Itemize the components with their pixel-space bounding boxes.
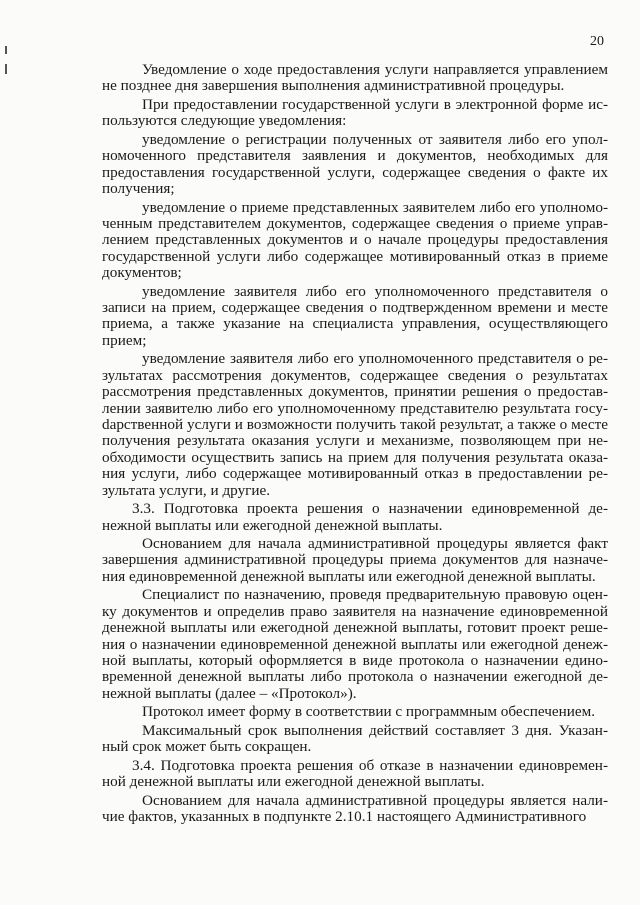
- paragraph-protocol-form: Протокол имеет форму в соответствии с программным обеспечением.: [142, 703, 596, 721]
- paragraph-electronic-notifications-intro: При предоставлении государственной услуги в электронной форме используются следующие уведомления:: [102, 95, 608, 130]
- margin-mark: [5, 46, 7, 54]
- paragraph-acceptance-notice: уведомление о приеме представленных заявителем либо его уполномоченным представителем документов, содержащее сведения о приеме управлением представленных документов и о начале процедуры предоставления государственной услуги либо содержащее мотивированный отказ в приеме документов;: [102, 198, 608, 282]
- section-heading-3-3: 3.3. Подготовка проекта решения о назначении единовременной денежной выплаты или ежегодной денежной выплаты.: [102, 500, 608, 534]
- document-body: [102, 62, 608, 828]
- section-heading-3-4: 3.4. Подготовка проекта решения об отказе в назначении единовременной денежной выплаты или ежегодной денежной выплаты.: [102, 756, 608, 791]
- paragraph-basis-3-3: Основанием для начала административной процедуры является факт завершения административной процедуры приема документов для назначения единовременной денежной выплаты или ежегодной денежной выплаты.: [102, 535, 608, 585]
- paragraph-notification-progress: Уведомление о ходе предоставления услуги направляется управлением не позднее дня завершения выполнения административной процедуры.: [102, 61, 608, 95]
- paragraph-appointment-notice: уведомление заявителя либо его уполномоченного представителя о записи на прием, содержащее сведения о подтвержденном времени и месте приема, а также указание на специалиста управления, осуществляющего прием;: [102, 282, 608, 349]
- paragraph-basis-3-4: Основанием для начала административной процедуры является наличие фактов, указанных в подпункте 2.10.1 настоящего Административного: [102, 791, 608, 825]
- paragraph-specialist-draft: Специалист по назначению, проведя предварительную правовую оценку документов и определив право заявителя на назначение единовременной денежной выплаты или ежегодной денежной выплаты, готовит проект решения о назначении единовременной денежной выплаты или ежегодной денежной выплаты, который оформляется в виде протокола о назначении единовременной денежной выплаты либо протокола о назначении ежегодной денежной выплаты (далее – «Протокол»).: [102, 586, 608, 702]
- margin-mark: [5, 64, 7, 74]
- page-number: 20: [590, 34, 604, 49]
- paragraph-max-term: Максимальный срок выполнения действий составляет 3 дня. Указанный срок может быть сокращен.: [102, 721, 608, 756]
- paragraph-registration-notice: уведомление о регистрации полученных от заявителя либо его уполномоченного представителя заявления и документов, необходимых для предоставления государственной услуги, содержащее сведения о факте их получения;: [102, 130, 608, 198]
- paragraph-results-notice: уведомление заявителя либо его уполномоченного представителя о результатах рассмотрения документов, содержащее сведения о результатах рассмотрения представленных документов, принятии решения о предоставлении заявителю либо его уполномоченному представителю результата госуdарственной услуги и возможности получить такой результат, а также о месте получения результата оказания услуги и механизме, позволяющем при необходимости осуществить запись на прием для получения результата оказания услуги, либо содержащее мотивированный отказ в предоставлении результата услуги, и другие.: [102, 350, 608, 499]
